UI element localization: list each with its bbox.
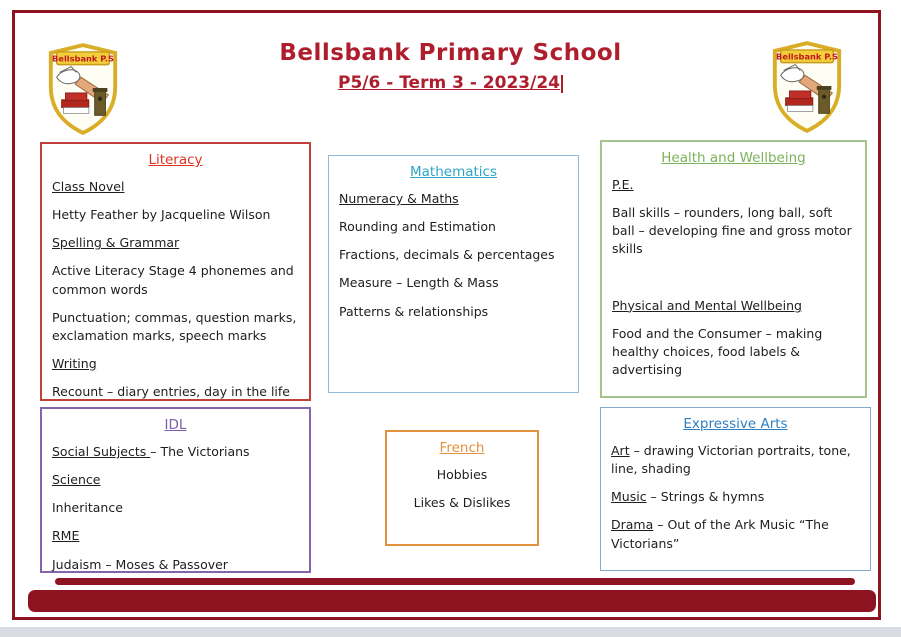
text-paragraph[interactable]: Art – drawing Victorian portraits, tone, line, shading: [611, 443, 851, 477]
text-paragraph[interactable]: Measure – Length & Mass: [339, 275, 499, 291]
text-paragraph[interactable]: Judaism – Moses & Passover: [52, 556, 228, 572]
box-title-idl[interactable]: IDL: [164, 417, 187, 433]
text-paragraph[interactable]: [612, 269, 855, 287]
text-paragraph[interactable]: Rounding and Estimation: [339, 219, 496, 235]
subject-box-literacy[interactable]: [40, 142, 311, 401]
box-body-expressive-arts: [611, 442, 860, 553]
crest-banner-text: Bellsbank P.S: [52, 53, 114, 64]
text-paragraph[interactable]: RME: [52, 528, 80, 544]
book-pages-icon: [64, 108, 89, 114]
box-body-french: [397, 466, 527, 512]
books-icon: [65, 93, 86, 101]
subject-box-french[interactable]: [385, 430, 539, 546]
text-paragraph[interactable]: Writing: [52, 355, 97, 371]
text-paragraph[interactable]: Likes & Dislikes: [413, 495, 511, 511]
box-body-idl: [52, 443, 299, 574]
book-pages-icon: [788, 106, 813, 112]
text-paragraph[interactable]: Physical and Mental Wellbeing: [612, 297, 802, 313]
bell-tower-window-icon: [822, 95, 826, 99]
window-bottom-strip: [0, 627, 901, 637]
text-paragraph[interactable]: Inheritance: [52, 500, 123, 516]
crest-banner-text: Bellsbank P.S: [776, 51, 838, 62]
box-title-health-wellbeing[interactable]: Health and Wellbeing: [661, 150, 806, 166]
text-paragraph[interactable]: Numeracy & Maths: [339, 191, 459, 206]
text-cursor: [561, 75, 563, 93]
text-paragraph[interactable]: Social Subjects – The Victorians: [52, 444, 250, 459]
text-paragraph[interactable]: Music – Strings & hymns: [611, 489, 765, 505]
text-paragraph[interactable]: Ball skills – rounders, long ball, soft ball – developing fine and gross motor skills: [612, 205, 852, 257]
subject-box-health-wellbeing[interactable]: [600, 140, 867, 398]
subject-box-mathematics[interactable]: [328, 155, 579, 393]
box-title-expressive-arts[interactable]: Expressive Arts: [683, 416, 788, 432]
page-subtitle-row: [0, 73, 901, 93]
divider-bar-thin: [55, 578, 855, 585]
text-paragraph[interactable]: P.E.: [612, 177, 634, 192]
text-paragraph[interactable]: Science: [52, 472, 101, 488]
text-paragraph[interactable]: Class Novel: [52, 179, 125, 194]
text-paragraph[interactable]: Food and the Consumer – making healthy choices, food labels & advertising: [612, 325, 823, 377]
text-paragraph[interactable]: Fractions, decimals & percentages: [339, 247, 555, 263]
box-title-mathematics[interactable]: Mathematics: [410, 164, 497, 180]
box-body-mathematics: [339, 190, 568, 321]
box-body-literacy: [52, 178, 299, 401]
text-paragraph[interactable]: Patterns & relationships: [339, 303, 489, 319]
divider-bar-thick: [28, 590, 876, 612]
text-paragraph[interactable]: Hobbies: [436, 467, 488, 482]
box-body-health-wellbeing: [612, 176, 855, 379]
page-title[interactable]: Bellsbank Primary School: [279, 40, 622, 66]
page-subtitle[interactable]: P5/6 - Term 3 - 2023/24: [337, 73, 560, 93]
box-title-french[interactable]: French: [439, 440, 485, 456]
text-paragraph[interactable]: Hetty Feather by Jacqueline Wilson: [52, 207, 271, 223]
bell-tower-window-icon: [98, 97, 102, 101]
box-title-literacy[interactable]: Literacy: [148, 152, 203, 168]
text-paragraph[interactable]: Drama – Out of the Ark Music “The Victorians”: [611, 517, 829, 551]
text-paragraph[interactable]: Recount – diary entries, day in the life: [52, 384, 290, 399]
document-header: [0, 40, 901, 93]
bell-tower-icon: [95, 91, 106, 115]
subject-box-idl[interactable]: [40, 407, 311, 573]
text-paragraph[interactable]: Punctuation; commas, question marks, exclamation marks, speech marks: [52, 309, 297, 343]
text-paragraph[interactable]: Spelling & Grammar: [52, 235, 180, 251]
subject-box-expressive-arts[interactable]: [600, 407, 871, 571]
text-paragraph[interactable]: Active Literacy Stage 4 phonemes and common words: [52, 263, 294, 297]
